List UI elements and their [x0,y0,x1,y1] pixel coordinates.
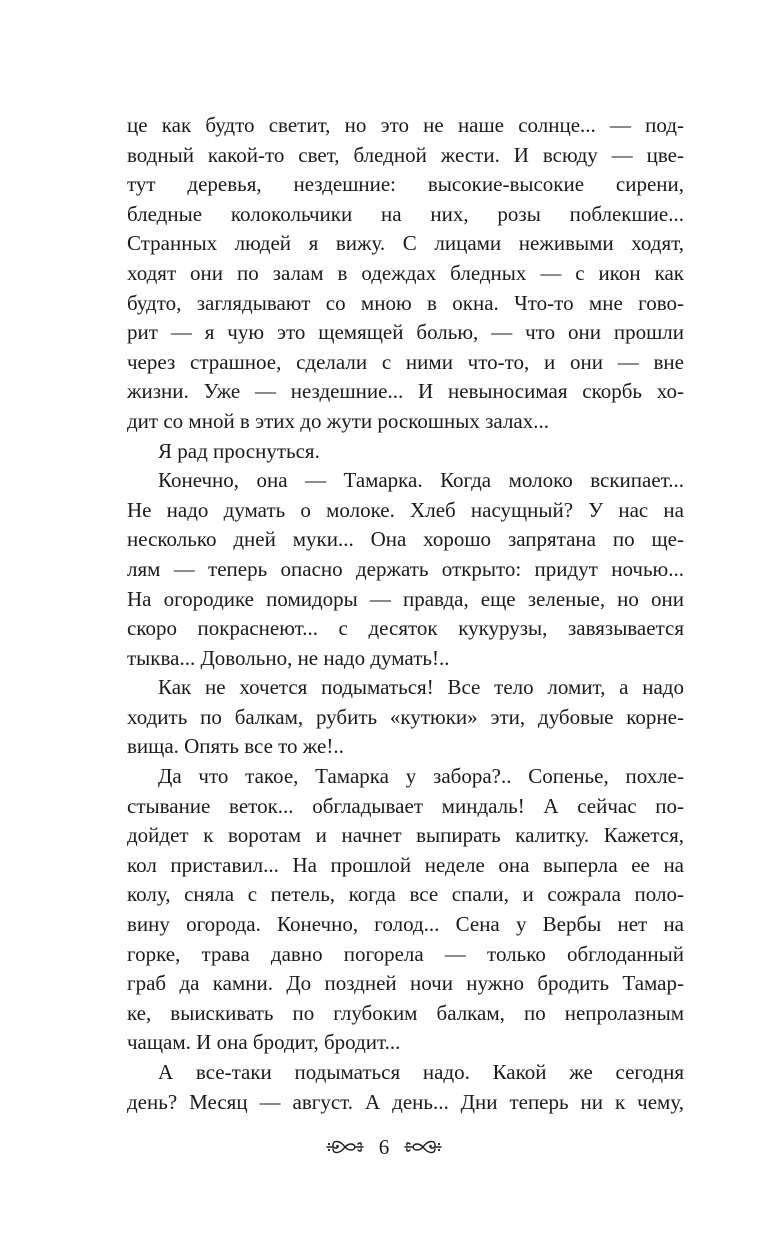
text-line: жизни. Уже — нездешние... И невыносимая скорбь хо- [127,379,684,404]
text-line: Конечно, она — Тамарка. Когда молоко вскипает... [158,468,684,493]
text-line: Не надо думать о молоке. Хлеб насущный? У нас на [127,497,684,522]
text-line: На огородике помидоры — правда, еще зеленые, но они [127,586,684,611]
text-line: ходят они по залам в одеждах бледных — с икон как [127,260,684,285]
text-line: А все-таки подыматься надо. Какой же сегодня [158,1060,684,1084]
text-line: водный какой-то свет, бледной жести. И всюду — цве- [127,142,684,167]
text-line: ке, выискивать по глубоким балкам, по непролазным [127,1000,684,1025]
text-line: рит — я чую это щемящей болью, — что они прошли [127,320,684,345]
text-line: дит со мной в этих до жути роскошных залах... [127,408,549,433]
text-line: дойдет к воротам и начнет выпирать калитку. Кажется, [127,823,684,848]
text-line: граб да камни. До поздней ночи нужно бродить Тамар- [127,971,684,996]
text-line: лям — теперь опасно держать открыто: придут ночью... [127,556,684,581]
text-line: Я рад проснуться. [158,438,320,463]
text-line: скоро покраснеют... с десяток кукурузы, завязывается [127,616,684,641]
text-line: будто, заглядывают со мною в окна. Что-то мне гово- [127,290,684,315]
text-line: ходить по балкам, рубить «кутюки» эти, дубовые корне- [127,704,684,729]
text-line: Да что такое, Тамарка у забора?.. Сопенье, похле- [158,764,684,789]
text-line: це как будто светит, но это не наше солнце... — под- [127,113,684,137]
page-number: 6 [378,1135,390,1159]
text-line: горке, трава давно погорела — только обглоданный [127,941,684,966]
fleuron-ornament-right-icon [403,1134,443,1160]
page-body-text [127,111,684,1117]
fleuron-ornament-left-icon [325,1134,365,1160]
text-line: кол приставил... На прошлой неделе она выперла ее на [127,852,684,877]
text-line: день? Месяц — август. А день... Дни теперь ни к чему, [127,1089,684,1114]
text-line: чащам. И она бродит, бродит... [127,1030,401,1055]
text-line: колу, сняла с петель, когда все спали, и сожрала поло- [127,882,684,907]
text-line: тыква... Довольно, не надо думать!.. [127,645,450,670]
text-line: вища. Опять все то же!.. [127,734,344,759]
text-line: через страшное, сделали с ними что-то, и они — вне [127,349,684,374]
text-line: стывание веток... обгладывает миндаль! А сейчас по- [127,793,684,818]
page-footer [0,1127,768,1167]
text-line: Странных людей я вижу. С лицами неживыми ходят, [127,231,684,256]
text-line: тут деревья, нездешние: высокие-высокие сирени, [127,172,684,197]
text-line: вину огорода. Конечно, голод... Сена у Вербы нет на [127,912,684,937]
text-line: несколько дней муки... Она хорошо запрятана по ще- [127,527,684,552]
text-line: Как не хочется подыматься! Все тело ломит, а надо [158,675,684,700]
text-line: бледные колокольчики на них, розы поблекшие... [127,201,684,226]
